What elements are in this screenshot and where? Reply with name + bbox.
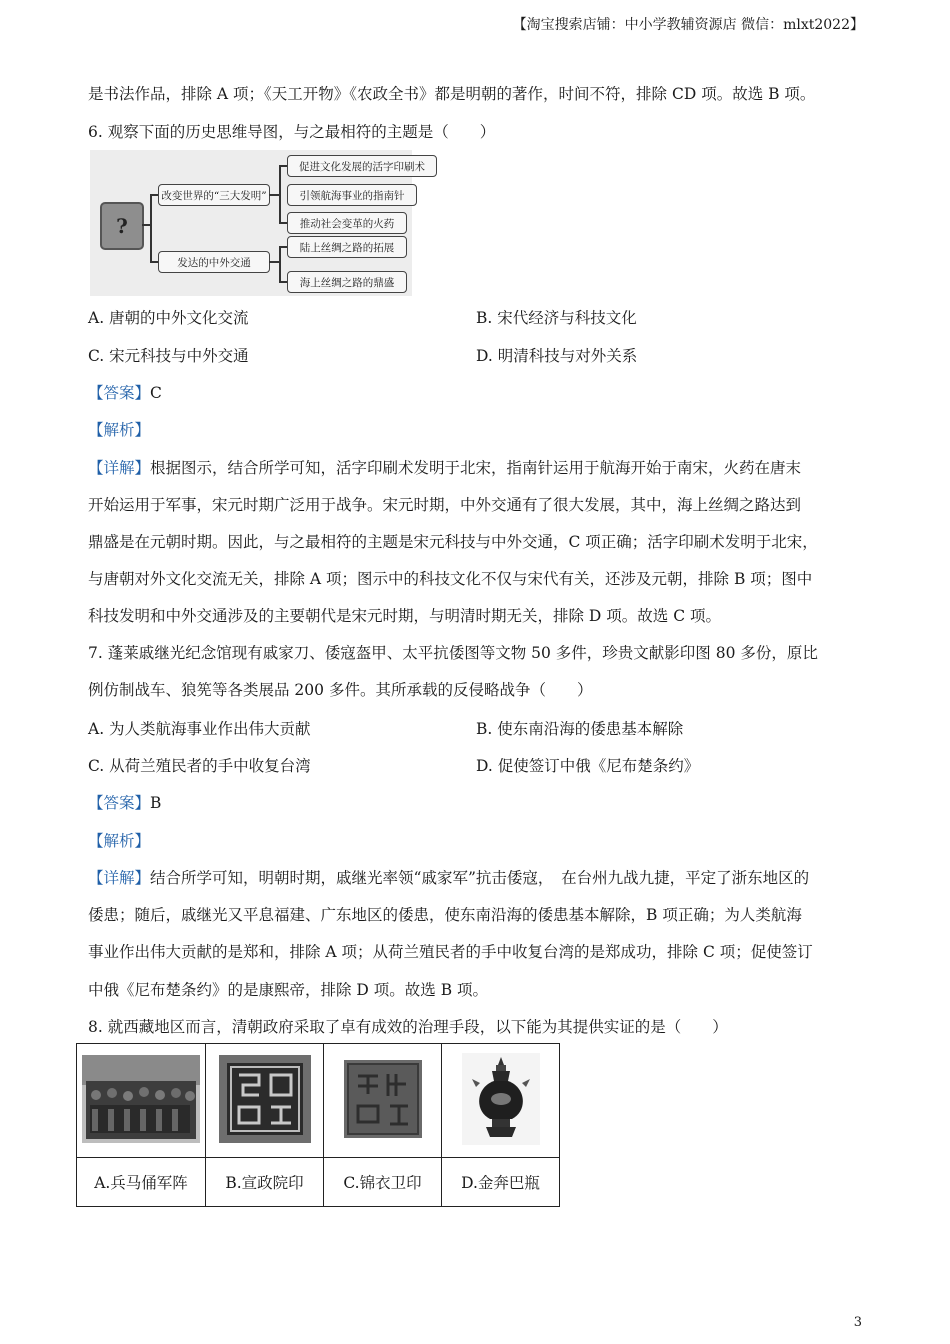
answer-value: C [150,384,162,402]
mind-map-branch-inventions: 改变世界的“三大发明” [158,184,270,206]
question-8-stem: 8. 就西藏地区而言，清朝政府采取了卓有成效的治理手段，以下能为其提供实证的是（ ） [88,1018,728,1036]
answer-line [88,791,161,813]
mind-map-leaf: 海上丝绸之路的鼎盛 [287,271,407,293]
mind-map-leaf: 推动社会变革的火药 [287,212,407,234]
analysis-tag: 【解析】 [88,832,151,850]
caption-c: C.锦衣卫印 [324,1158,442,1207]
image-cell [442,1044,560,1158]
question-6-stem: 6. 观察下面的历史思维导图，与之最相符的主题是（ ） [88,123,496,141]
detail-line: 倭患；随后，戚继光又平息福建、广东地区的倭患，使东南沿海的倭患基本解除，B 项正确；为人类航海 [88,906,802,924]
option-a: A. 唐朝的中外文化交流 [88,309,249,327]
page-header: 【淘宝搜索店铺：中小学教辅资源店 微信：mlxt2022】 [512,17,864,33]
detail-line: 【详解】结合所学可知，明朝时期，戚继光率领“戚家军”抗击倭寇， 在台州九战九捷，平定了浙东地区的 [88,869,810,887]
question-7-stem: 7. 蓬莱戚继光纪念馆现有戚家刀、倭寇盔甲、太平抗倭图等文物 50 多件，珍贵文献影印图 80 多份，原比 [88,644,818,662]
caption-a: A.兵马俑军阵 [77,1158,206,1207]
detail-line: 鼎盛是在元朝时期。因此，与之最相符的主题是宋元科技与中外交通，C 项正确；活字印刷术发明于北宋， [88,533,818,551]
jinyiwei-seal-image [344,1060,422,1138]
page-number: 3 [853,1315,862,1330]
option-b: B. 使东南沿海的倭患基本解除 [476,720,684,738]
mind-map-figure [90,150,425,296]
mind-map-leaf: 陆上丝绸之路的拓展 [287,236,407,258]
detail-line: 【详解】根据图示，结合所学可知，活字印刷术发明于北宋，指南针运用于航海开始于南宋，火药在唐末 [88,459,802,477]
question-7-stem: 例仿制战车、狼筅等各类展品 200 多件。其所承载的反侵略战争（ ） [88,681,593,699]
answer-tag: 【答案】 [88,794,151,812]
answer-value: B [150,794,162,812]
analysis-tag: 【解析】 [88,421,151,439]
detail-line: 事业作出伟大贡献的是郑和，排除 A 项；从荷兰殖民者的手中收复台湾的是郑成功，排除 C 项；促使签订 [88,943,813,961]
option-c: C. 宋元科技与中外交通 [88,347,249,365]
option-b: B. 宋代经济与科技文化 [476,309,637,327]
text-line: 是书法作品，排除 A 项；《天工开物》《农政全书》都是明朝的著作，时间不符，排除 CD 项。故选 B 项。 [88,85,816,103]
image-options-table [76,1043,560,1207]
xuanzheng-seal-image [219,1055,311,1143]
mind-map-leaf: 引领航海事业的指南针 [287,184,417,206]
caption-d: D.金奔巴瓶 [442,1158,560,1207]
image-cell [324,1044,442,1158]
detail-line: 科技发明和中外交通涉及的主要朝代是宋元时期，与明清时期无关，排除 D 项。故选 C 项。 [88,607,721,625]
detail-line: 与唐朝对外文化交流无关，排除 A 项；图示中的科技文化不仅与宋代有关，还涉及元朝，排除 B 项；图中 [88,570,813,588]
option-d: D. 明清科技与对外关系 [476,347,638,365]
caption-b: B.宣政院印 [206,1158,324,1207]
image-cell [77,1044,206,1158]
option-d: D. 促使签订中俄《尼布楚条约》 [476,757,700,775]
image-cell [206,1044,324,1158]
detail-tag: 【详解】 [88,459,151,477]
answer-tag: 【答案】 [88,384,151,402]
mind-map-root: ? [100,202,144,250]
option-a: A. 为人类航海事业作出伟大贡献 [88,720,311,738]
golden-urn-image [462,1053,540,1145]
detail-line: 中俄《尼布楚条约》的是康熙帝，排除 D 项。故选 B 项。 [88,981,489,999]
terracotta-army-image [82,1055,200,1143]
detail-tag: 【详解】 [88,869,151,887]
mind-map-branch-transport: 发达的中外交通 [158,251,270,273]
detail-line: 开始运用于军事，宋元时期广泛用于战争。宋元时期，中外交通有了很大发展，其中，海上丝绸之路达到 [88,496,802,514]
mind-map-leaf: 促进文化发展的活字印刷术 [287,155,437,177]
answer-line [88,381,162,403]
option-c: C. 从荷兰殖民者的手中收复台湾 [88,757,311,775]
